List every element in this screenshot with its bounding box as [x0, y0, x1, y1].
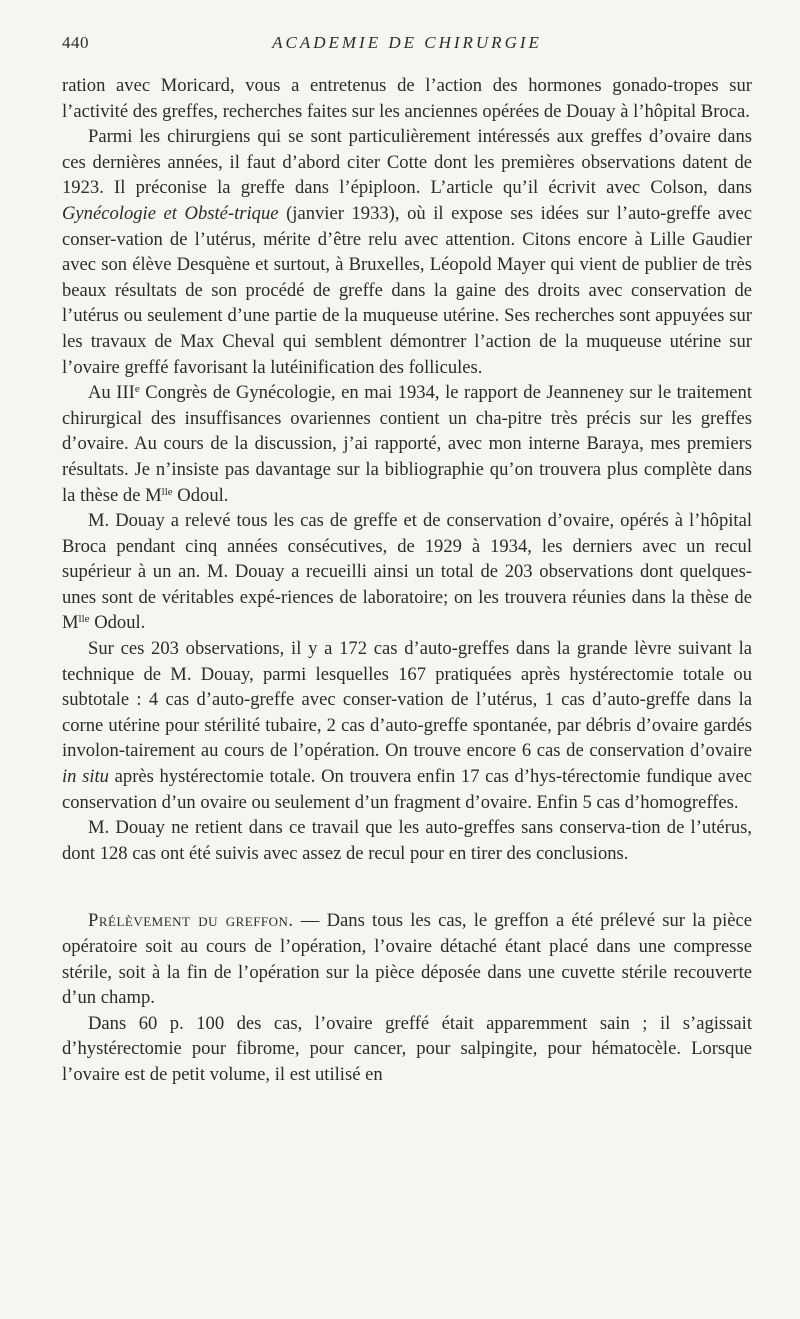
text-run: Odoul. — [89, 612, 146, 634]
section-spacer — [62, 866, 752, 908]
text-run: Au III — [88, 382, 135, 404]
body-text — [62, 73, 752, 1088]
page-number: 440 — [62, 33, 89, 52]
text-run: M. Douay a relevé tous les cas de greffe et de conservation d’ovaire, opérés à l’hôpital Broca pendant cinq années consécutives, de 1929 à 1934, les derniers avec un recul supérieur à un an. M. Douay a recueilli ainsi un total de 203 observations dont quelques-unes sont de véritables expé-riences de laboratoire; on les trouvera réunies dans la thèse de M — [62, 510, 752, 634]
text-run: Parmi les chirurgiens qui se sont particulièrement intéressés aux greffes d’ovaire dans ces dernières années, il faut d’abord citer Cotte dont les premières observations datent de 1923. Il préconise la greffe dans l’épiploon. L’article qu’il écrivit avec Colson, dans — [62, 126, 752, 199]
text-run: Congrès de Gynécologie, en mai 1934, le rapport de Jeanneney sur le traitement chirurgical des insuffisances ovariennes contient un cha-pitre très précis sur les greffes d’ovaire. Au cours de la discussion, j’ai rapporté, avec mon interne Baraya, mes premiers résultats. Je n’insiste pas davantage sur la bibliographie qu’on trouvera plus complète dans la thèse de M — [62, 382, 753, 506]
paragraph — [62, 124, 752, 380]
paragraph — [62, 636, 752, 815]
paragraph — [62, 380, 752, 508]
superscript: lle — [161, 485, 173, 498]
superscript: e — [134, 383, 140, 396]
text-run: Sur ces 203 observations, il y a 172 cas d’auto-greffes dans la grande lèvre suivant la technique de M. Douay, parmi lesquelles 167 pratiquées après hystérectomie totale ou subtotale : 4 cas d’auto-greffe avec conser-vation de l’utérus, 1 cas d’auto-greffe dans la corne utérine pour stérilité tubaire, 2 cas d’auto-greffe spontanée, par débris d’ovaire gardés involon-tairement au cours de l’opération. On trouve encore 6 cas de conservation d’ovaire — [62, 638, 752, 762]
paragraph: ration avec Moricard, vous a entretenus de l’action des hormones gonado-tropes sur l’activité des greffes, recherches faites sur les anciennes opérées de Douay à l’hôpital Broca. — [62, 75, 752, 122]
paragraph: M. Douay ne retient dans ce travail que les auto-greffes sans conserva-tion de l’utérus, dont 128 cas ont été suivis avec assez de recul pour en tirer des conclusions. — [62, 817, 752, 864]
text-run: (janvier 1933), où il expose ses idées sur l’auto-greffe avec conser-vation de l’utérus, mérite d’être relu avec attention. Citons encore à Lille Gaudier avec son élève Desquène et surtout, à Bruxelles, Léopold Mayer qui vient de publier de très beaux résultats de son procédé de greffe dans la gaine des droits avec conservation de l’utérus ou seulement d’une partie de la muqueuse utérine. Ses recherches sont appuyées sur les travaux de Max Cheval qui semblent démontrer l’action de la muqueuse utérine sur l’ovaire greffé favorisant la lutéinification des follicules. — [62, 202, 752, 378]
paragraph — [62, 908, 752, 1010]
superscript: lle — [78, 613, 90, 626]
section-heading: Prélèvement du greffon. — [88, 910, 294, 932]
paragraph — [62, 508, 752, 636]
paragraph: Dans 60 p. 100 des cas, l’ovaire greffé était apparemment sain ; il s’agissait d’hystérectomie pour fibrome, pour cancer, pour salpingite, pour hématocèle. Lorsque l’ovaire est de petit volume, il est utilisé en — [62, 1012, 752, 1085]
text-run: après hystérectomie totale. On trouvera enfin 17 cas d’hys-térectomie fundique avec conservation d’un ovaire ou seulement d’un fragment d’ovaire. Enfin 5 cas d’homogreffes. — [62, 766, 752, 813]
text-run: Odoul. — [172, 484, 229, 506]
page-header — [62, 33, 752, 57]
running-title: ACADEMIE DE CHIRURGIE — [272, 33, 542, 52]
journal-title: Gynécologie et Obsté-trique — [62, 202, 279, 224]
latin-phrase: in situ — [62, 766, 109, 788]
text-run: — Dans tous les cas, le greffon a été prélevé sur la pièce opératoire soit au cours de l’opération, l’ovaire détaché étant placé dans une compresse stérile, soit à la fin de l’opération sur la pièce déposée dans une cuvette stérile recouverte d’un champ. — [62, 910, 753, 1009]
